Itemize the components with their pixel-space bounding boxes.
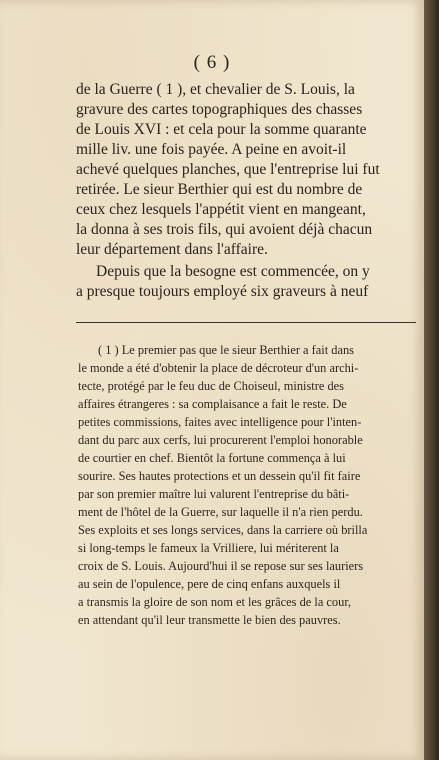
text-line: leur département dans l'affaire. xyxy=(76,241,268,258)
footnote-line: au sein de l'opulence, pere de cinq enfans auxquels il xyxy=(78,577,341,591)
footnote-line: le monde a été d'obtenir la place de décroteur d'un archi- xyxy=(78,361,359,375)
text-line: de Louis XVI : et cela pour la somme quarante xyxy=(76,121,367,138)
footnote-line: ment de l'hôtel de la Guerre, sur laquelle il n'a rien perdu. xyxy=(78,505,363,519)
footnote-line: tecte, protégé par le feu duc de Choiseul, ministre des xyxy=(78,379,344,393)
footnote-line: en attendant qu'il leur transmette le bien des pauvres. xyxy=(78,613,341,627)
book-gutter-edge xyxy=(424,0,439,760)
text-line: de la Guerre ( 1 ), et chevalier de S. Louis, la xyxy=(76,81,355,98)
text-line: retirée. Le sieur Berthier qui est du nombre de xyxy=(76,181,363,198)
page-number: ( 6 ) xyxy=(193,52,231,73)
footnote-line: petites commissions, faites avec intelligence pour l'inten- xyxy=(78,415,362,429)
footnote-line: Ses exploits et ses longs services, dans la carriere où brilla xyxy=(78,523,368,537)
text-line: ceux chez lesquels l'appétit vient en mangeant, xyxy=(76,201,366,218)
footnote-line: dant du parc aux cerfs, lui procurerent l'emploi honorable xyxy=(78,433,363,447)
footnote-separator xyxy=(76,322,416,323)
text-line: mille liv. une fois payée. A peine en avoit-il xyxy=(76,141,347,158)
footnote-line: de courtier en chef. Bientôt la fortune commença à lui xyxy=(78,451,346,465)
text-line: gravure des cartes topographiques des chasses xyxy=(76,101,363,118)
text-line: a presque toujours employé six graveurs à neuf xyxy=(76,283,369,300)
footnote-line: a transmis la gloire de son nom et les grâces de la cour, xyxy=(78,595,352,609)
footnote-line: croix de S. Louis. Aujourd'hui il se repose sur ses lauriers xyxy=(78,559,364,573)
footnote-line: sourire. Ses hautes protections et un dessein qu'il fit faire xyxy=(78,469,361,483)
text-line: Depuis que la besogne est commencée, on y xyxy=(96,263,370,280)
text-line: la donna à ses trois fils, qui avoient déjà chacun xyxy=(76,221,373,238)
footnote-line: affaires étrangeres : sa complaisance a fait le reste. De xyxy=(78,397,347,411)
footnote-line: ( 1 ) Le premier pas que le sieur Berthier a fait dans xyxy=(98,343,354,357)
text-line: achevé quelques planches, que l'entreprise lui fut xyxy=(76,161,380,178)
footnote-line: par son premier maître lui valurent l'entreprise du bâti- xyxy=(78,487,350,501)
footnote-line: si long-temps le fameux la Vrilliere, lui mériterent la xyxy=(78,541,339,555)
